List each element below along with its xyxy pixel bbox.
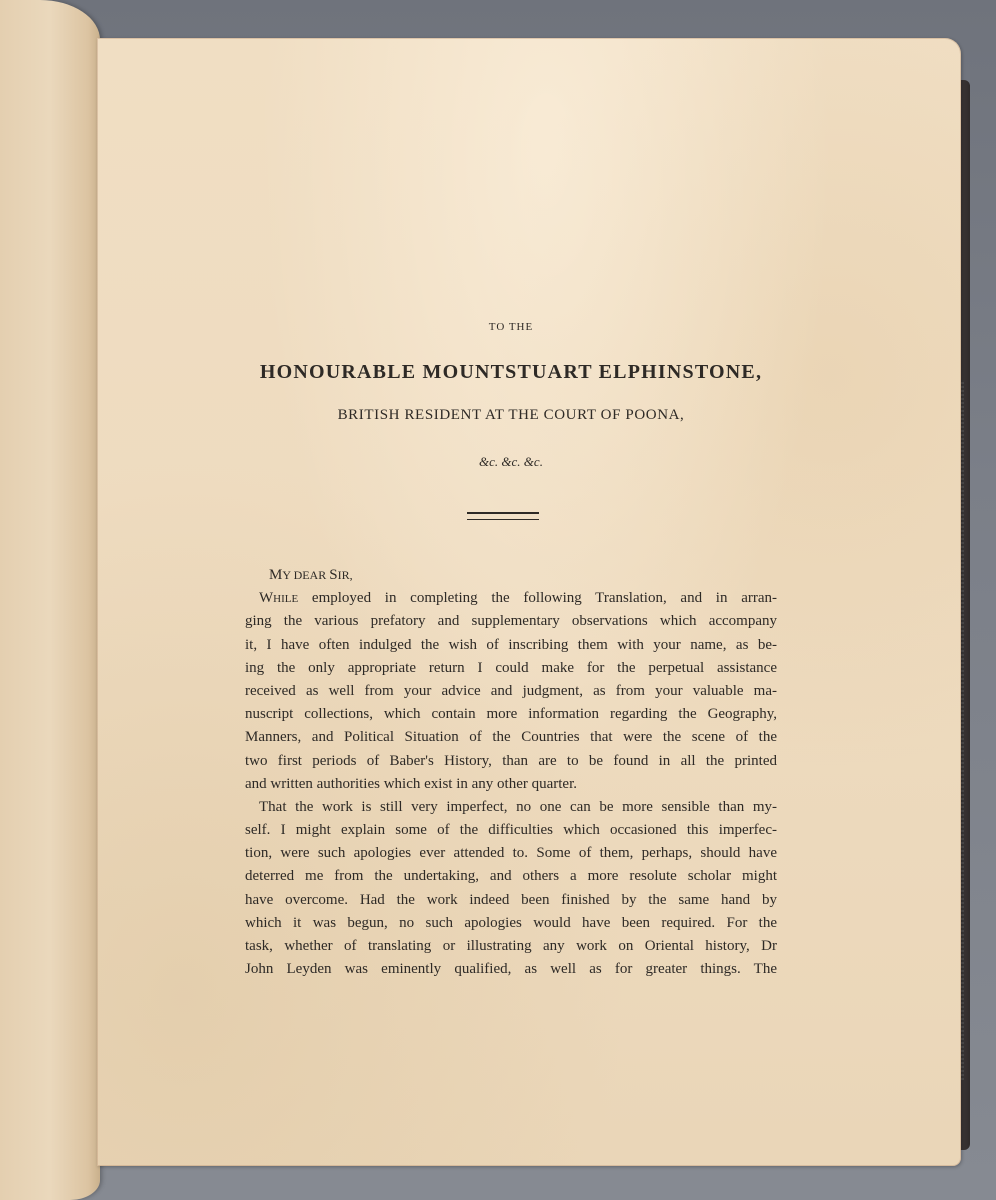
paragraph-1-line: received as well from your advice and judgment, as from your valuable ma-: [245, 682, 777, 699]
paragraph-2-line: John Leyden was eminently qualified, as well as for greater things. The: [245, 961, 777, 978]
paragraph-1-line: and written authorities which exist in any other quarter.: [245, 775, 577, 792]
paragraph-2-line: task, whether of translating or illustrating any work on Oriental history, Dr: [245, 938, 777, 954]
paragraph-1-line: Manners, and Political Situation of the Countries that were the scene of the: [245, 729, 777, 746]
paragraph-2-line: deterred me from the undertaking, and others a more resolute scholar might: [245, 868, 777, 885]
dedication-to-the: TO THE: [488, 321, 534, 333]
paragraph-1-line-1-text: employed in completing the following Translation, and in arran-: [298, 590, 777, 607]
letter-body: [245, 564, 777, 981]
salutation-sir-initial: S: [329, 567, 338, 583]
paragraph-1-line: nuscript collections, which contain more information regarding the Geography,: [245, 706, 777, 723]
decorative-double-rule: [467, 512, 539, 520]
left-page-edge: [0, 0, 100, 1200]
paragraph-2-line: tion, were such apologies ever attended to. Some of them, perhaps, should have: [245, 845, 777, 862]
paragraph-2-line: That the work is still very imperfect, no one can be more sensible than my-: [259, 798, 777, 815]
paragraph-2-line: self. I might explain some of the difficulties which occasioned this imperfec-: [245, 822, 777, 839]
paragraph-1-lead-word: While: [259, 590, 299, 607]
paragraph-1-line: it, I have often indulged the wish of inscribing them with your name, as be-: [245, 636, 777, 653]
paragraph-1-line-1: [245, 587, 777, 610]
paragraph-2-line: have overcome. Had the work indeed been finished by the same hand by: [245, 891, 777, 908]
salutation-initial: M: [269, 567, 283, 583]
dedication-etc: &c. &c. &c.: [479, 454, 543, 469]
paragraph-2-line: which it was begun, no such apologies would have been required. For the: [245, 914, 777, 931]
salutation-sir-rest: IR,: [337, 568, 353, 582]
dedicatee-name: HONOURABLE MOUNTSTUART ELPHINSTONE,: [259, 361, 763, 383]
paragraph-1-line: two first periods of Baber's History, than are to be found in all the printed: [245, 752, 777, 769]
salutation-rest: Y DEAR: [282, 568, 330, 582]
paragraph-1-line: ing the only appropriate return I could make for the perpetual assistance: [245, 659, 777, 676]
paragraph-1-line: ging the various prefatory and supplementary observations which accompany: [245, 613, 777, 630]
letter-salutation: [245, 564, 777, 587]
dedication-page: [97, 38, 961, 1166]
dedicatee-title: BRITISH RESIDENT AT THE COURT OF POONA,: [337, 407, 685, 423]
